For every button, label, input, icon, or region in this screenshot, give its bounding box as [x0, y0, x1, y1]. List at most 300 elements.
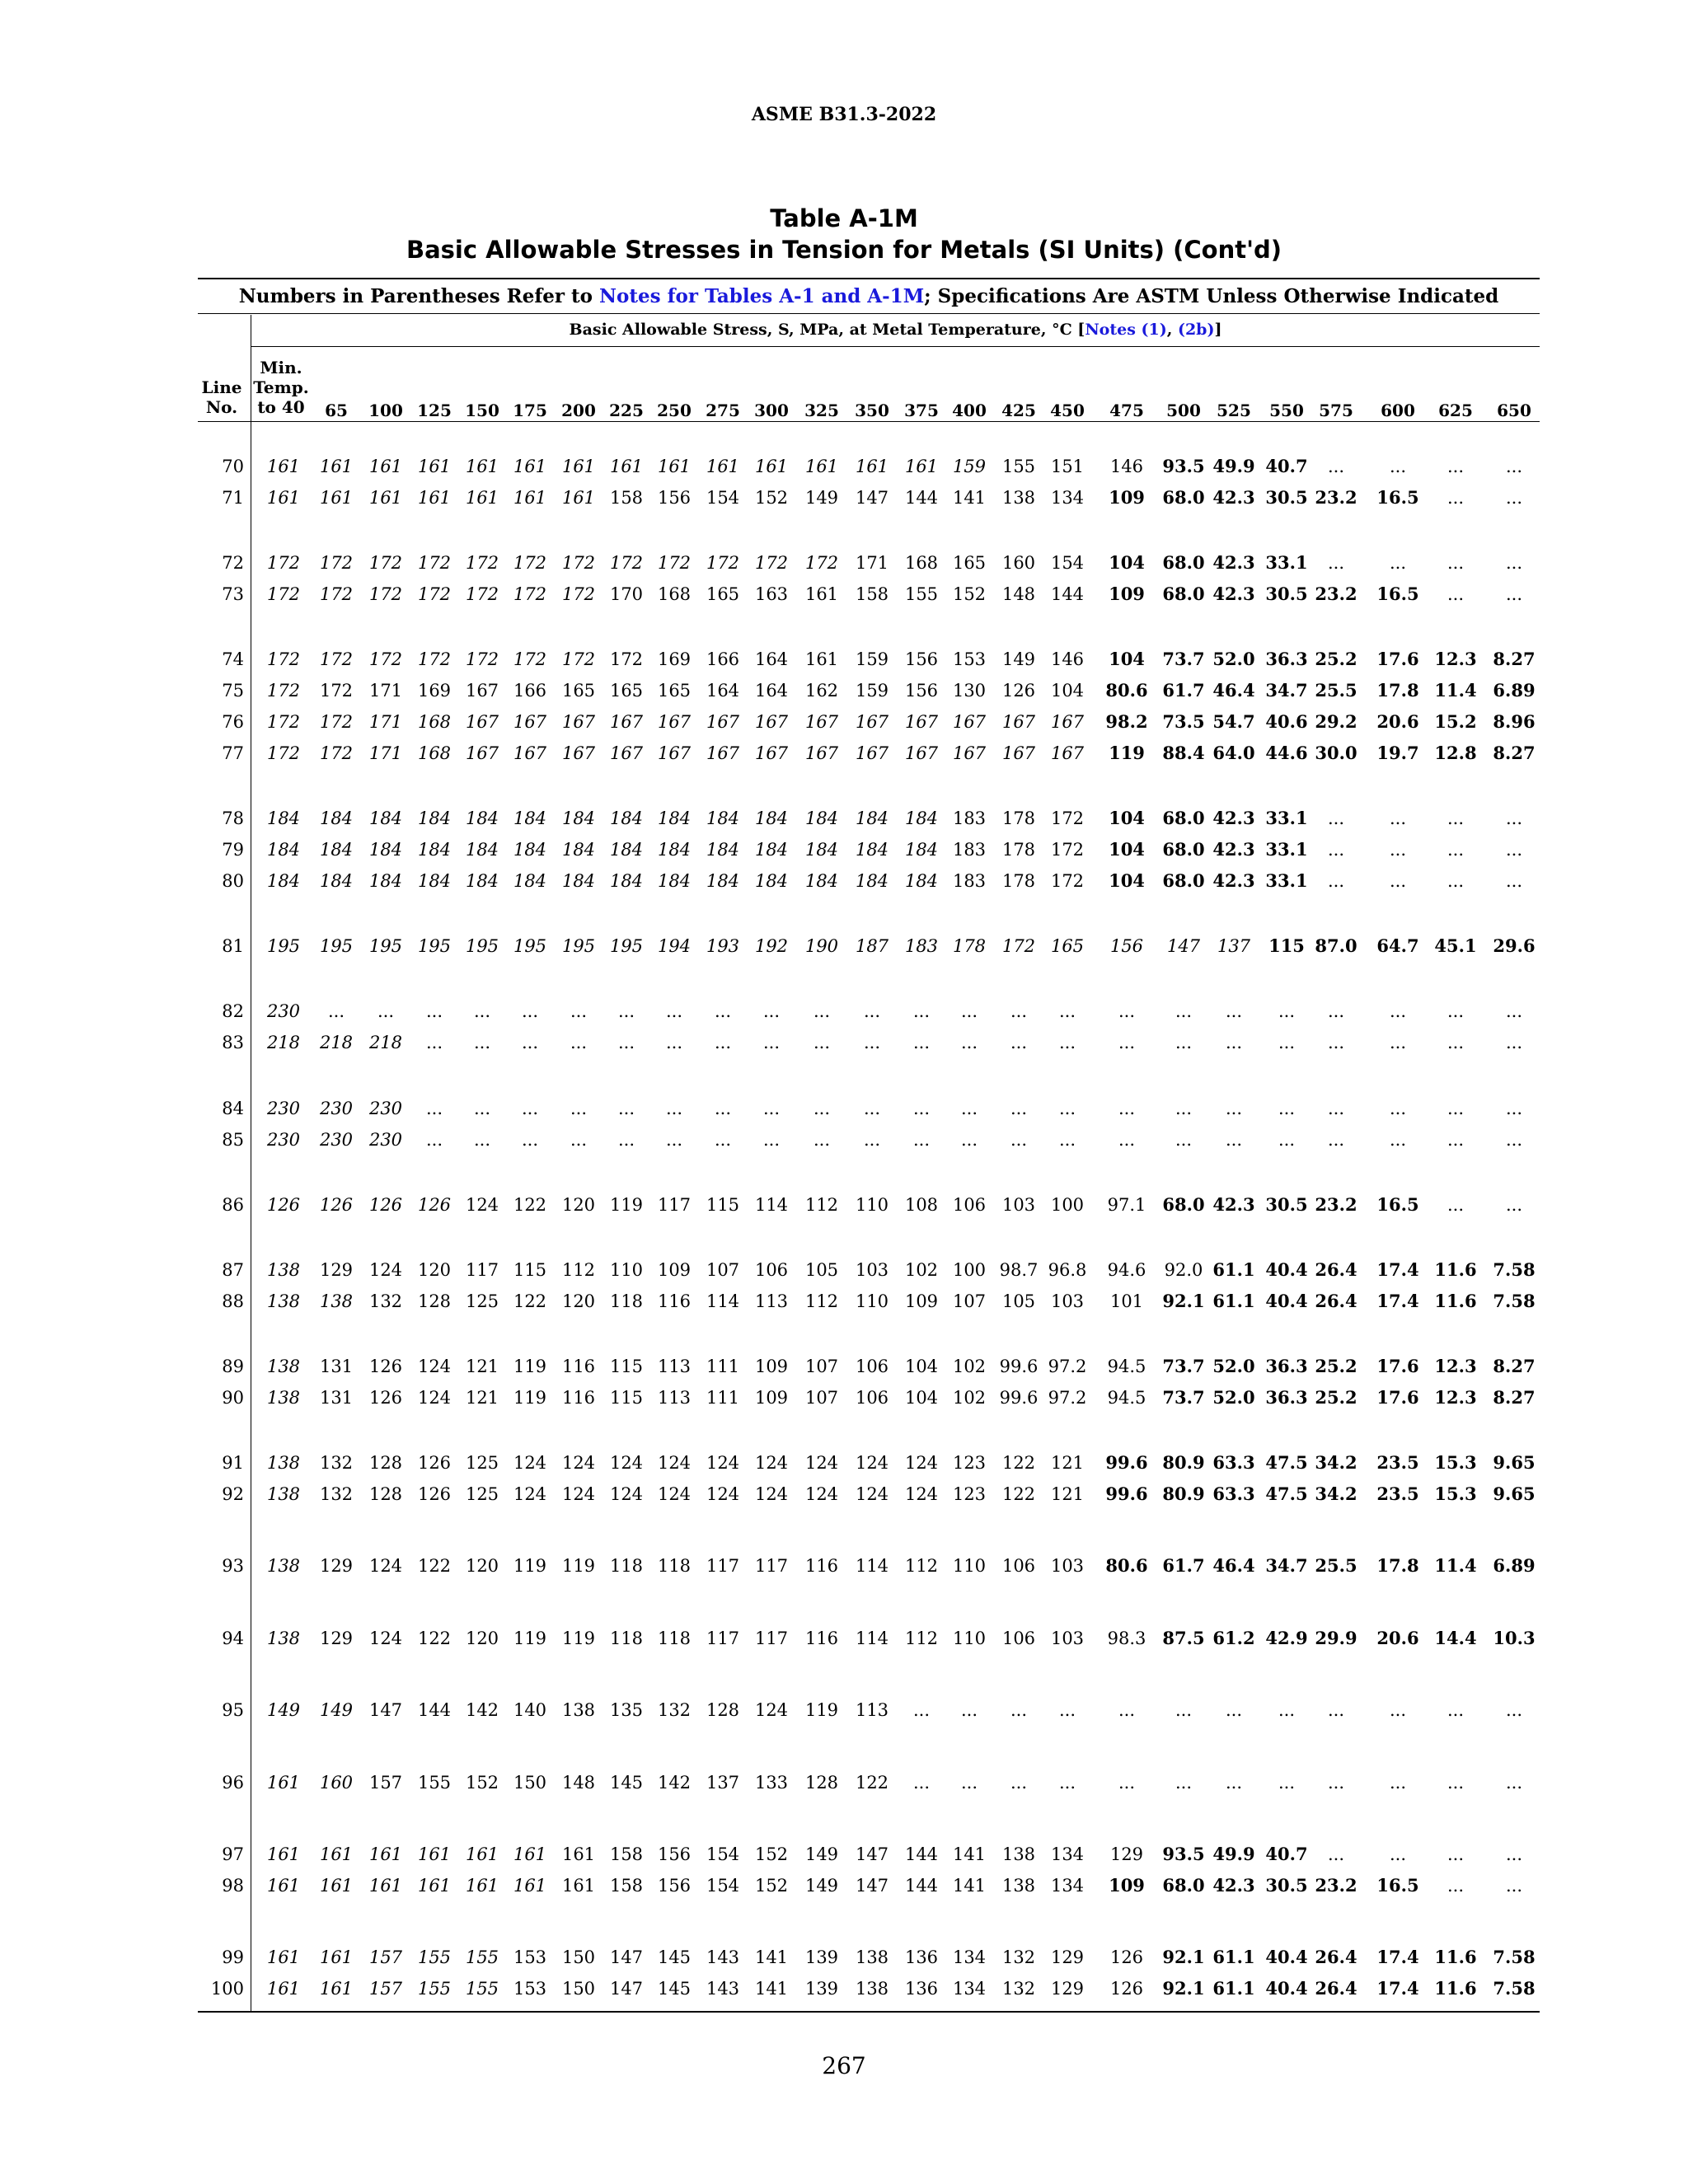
- stress-cell: 23.5: [1376, 1452, 1419, 1473]
- stress-cell: ...: [1175, 1130, 1193, 1150]
- stress-cell: ...: [813, 1099, 831, 1118]
- stress-cell: 161: [319, 1844, 354, 1864]
- min-temp-cell: 195: [266, 936, 301, 956]
- stress-cell: 167: [561, 712, 596, 732]
- stress-cell: 119: [609, 1195, 644, 1215]
- stress-cell: 42.3: [1212, 487, 1255, 508]
- stress-cell: 11.6: [1434, 1947, 1477, 1967]
- stress-cell: 17.4: [1376, 1291, 1419, 1311]
- stress-cell: ...: [1389, 457, 1407, 476]
- stress-cell: 52.0: [1212, 1387, 1255, 1408]
- stress-cell: 144: [904, 488, 939, 508]
- stress-cell: 107: [952, 1291, 987, 1311]
- stress-cell: ...: [617, 1099, 635, 1118]
- stress-cell: 134: [1050, 1876, 1085, 1896]
- stress-cell: 161: [368, 488, 403, 508]
- stress-cell: ...: [1389, 808, 1407, 828]
- stress-cell: 138: [855, 1947, 889, 1967]
- stress-cell: ...: [1447, 1099, 1465, 1118]
- stress-cell: ...: [665, 1001, 683, 1021]
- stress-cell: 61.1: [1212, 1978, 1255, 1999]
- stress-cell: 114: [754, 1195, 789, 1215]
- stress-cell: ...: [1389, 553, 1407, 573]
- stress-cell: 167: [754, 712, 789, 732]
- stress-cell: 106: [952, 1195, 987, 1215]
- stress-cell: 156: [657, 1876, 692, 1896]
- line-no-header: Line No.: [201, 377, 242, 417]
- stress-cell: 102: [952, 1357, 987, 1376]
- min-temp-cell: 184: [266, 871, 301, 891]
- stress-cell: 106: [754, 1260, 789, 1280]
- stress-cell: 124: [706, 1484, 740, 1504]
- stress-cell: 17.6: [1376, 1356, 1419, 1376]
- stress-cell: 113: [657, 1357, 692, 1376]
- stress-cell: 164: [754, 649, 789, 669]
- stress-cell: 29.2: [1315, 711, 1357, 732]
- min-temp-cell: 149: [266, 1700, 301, 1720]
- stress-cell: 16.5: [1376, 583, 1419, 604]
- stress-cell: 165: [609, 681, 644, 701]
- stress-cell: 161: [417, 1844, 452, 1864]
- stress-cell: 25.2: [1315, 649, 1357, 669]
- stress-cell: 139: [804, 1947, 839, 1967]
- stress-cell: ...: [1010, 1130, 1028, 1150]
- stress-cell: 155: [1001, 457, 1036, 476]
- stress-cell: 7.58: [1493, 1259, 1536, 1280]
- stress-cell: ...: [570, 1001, 588, 1021]
- subheading-sep: ,: [1166, 321, 1178, 339]
- stress-cell: 110: [855, 1291, 889, 1311]
- stress-cell: ...: [1118, 1130, 1136, 1150]
- stress-cell: 184: [319, 808, 354, 828]
- stress-cell: ...: [960, 1773, 978, 1793]
- stress-cell: 161: [368, 1876, 403, 1896]
- stress-cell: 117: [465, 1260, 499, 1280]
- subheading-suffix: ]: [1214, 321, 1222, 339]
- stress-cell: 184: [417, 808, 452, 828]
- stress-cell: ...: [1327, 808, 1345, 828]
- stress-cell: 168: [904, 553, 939, 573]
- line-number: 89: [222, 1357, 244, 1376]
- stress-cell: 137: [706, 1773, 740, 1793]
- stress-cell: 124: [904, 1453, 939, 1473]
- stress-cell: 7.58: [1493, 1947, 1536, 1967]
- stress-cell: 117: [754, 1556, 789, 1576]
- stress-cell: ...: [1447, 1130, 1465, 1150]
- line-number: 93: [222, 1556, 244, 1576]
- stress-cell: 122: [417, 1629, 452, 1648]
- stress-cell: ...: [1505, 1099, 1523, 1118]
- stress-cell: 119: [1109, 743, 1145, 763]
- line-number: 92: [222, 1484, 244, 1504]
- stress-cell: ...: [570, 1130, 588, 1150]
- note-1-link[interactable]: Notes (1): [1085, 321, 1167, 339]
- stress-cell: 146: [1109, 457, 1144, 476]
- stress-cell: 161: [417, 457, 452, 476]
- temp-header-325: 325: [804, 401, 839, 420]
- stress-cell: 167: [952, 743, 987, 763]
- stress-cell: 158: [855, 584, 889, 604]
- line-number: 84: [222, 1099, 244, 1118]
- stress-cell: 126: [417, 1484, 452, 1504]
- stress-cell: ...: [1505, 1001, 1523, 1021]
- stress-cell: 126: [368, 1357, 403, 1376]
- stress-cell: 132: [319, 1453, 354, 1473]
- notes-link[interactable]: Notes for Tables A-1 and A-1M: [599, 285, 925, 307]
- stress-cell: ...: [1447, 584, 1465, 604]
- stress-cell: 92.1: [1162, 1978, 1205, 1999]
- line-number: 82: [222, 1001, 244, 1021]
- stress-cell: 171: [368, 743, 403, 763]
- stress-cell: 138: [561, 1700, 596, 1720]
- stress-cell: ...: [1278, 1033, 1296, 1052]
- stress-cell: 30.5: [1265, 1875, 1308, 1896]
- stress-cell: 42.3: [1212, 1194, 1255, 1215]
- stress-cell: ...: [912, 1130, 931, 1150]
- stress-cell: 195: [609, 936, 644, 956]
- stress-cell: 118: [609, 1629, 644, 1648]
- stress-cell: 161: [319, 1947, 354, 1967]
- stress-cell: 184: [513, 808, 547, 828]
- stress-cell: 106: [1001, 1556, 1036, 1576]
- min-temp-cell: 230: [266, 1130, 301, 1150]
- stress-cell: 184: [804, 808, 839, 828]
- stress-cell: 116: [561, 1388, 596, 1408]
- stress-cell: 145: [609, 1773, 644, 1793]
- stress-cell: 152: [754, 1876, 789, 1896]
- stress-cell: 183: [952, 871, 987, 891]
- header-rule: [198, 421, 1540, 422]
- stress-cell: 218: [368, 1033, 403, 1052]
- stress-cell: 61.7: [1162, 1555, 1205, 1576]
- stress-cell: ...: [1278, 1773, 1296, 1793]
- stress-cell: 105: [1001, 1291, 1036, 1311]
- stress-cell: 122: [1001, 1484, 1036, 1504]
- stress-cell: ...: [813, 1130, 831, 1150]
- stress-cell: 40.7: [1265, 456, 1308, 476]
- stress-cell: 98.3: [1107, 1629, 1146, 1648]
- stress-cell: ...: [1389, 1001, 1407, 1021]
- stress-cell: 155: [417, 1773, 452, 1793]
- stress-cell: 172: [417, 584, 452, 604]
- stress-cell: 184: [657, 871, 692, 891]
- stress-cell: 96.8: [1048, 1260, 1087, 1280]
- stress-cell: 42.3: [1212, 808, 1255, 828]
- stress-cell: 119: [561, 1629, 596, 1648]
- stress-cell: 155: [417, 1947, 452, 1967]
- stress-cell: ...: [714, 1130, 732, 1150]
- stress-cell: 80.6: [1105, 1555, 1148, 1576]
- stress-cell: 157: [368, 1947, 403, 1967]
- stress-cell: 169: [657, 649, 692, 669]
- stress-cell: 25.5: [1315, 680, 1357, 701]
- stress-cell: 116: [804, 1556, 839, 1576]
- stress-cell: 124: [465, 1195, 499, 1215]
- stress-cell: ...: [912, 1773, 931, 1793]
- stress-cell: 195: [368, 936, 403, 956]
- stress-cell: 130: [952, 681, 987, 701]
- stress-cell: 184: [754, 871, 789, 891]
- stress-cell: ...: [863, 1001, 881, 1021]
- min-temp-cell: 161: [266, 1947, 301, 1967]
- stress-cell: 161: [513, 457, 547, 476]
- stress-cell: ...: [1389, 1773, 1407, 1793]
- stress-cell: 167: [1050, 712, 1085, 732]
- stress-cell: 115: [609, 1388, 644, 1408]
- stress-cell: 184: [319, 871, 354, 891]
- stress-cell: 172: [368, 584, 403, 604]
- temp-header-300: 300: [754, 401, 789, 420]
- stress-cell: ...: [1505, 1130, 1523, 1150]
- stress-cell: 107: [706, 1260, 740, 1280]
- stress-cell: ...: [762, 1099, 781, 1118]
- stress-cell: 25.2: [1315, 1356, 1357, 1376]
- note-2b-link[interactable]: (2b): [1177, 321, 1215, 339]
- stress-cell: 190: [804, 936, 839, 956]
- stress-cell: 156: [1109, 936, 1144, 956]
- stress-cell: 161: [319, 1876, 354, 1896]
- stress-cell: 161: [465, 488, 499, 508]
- stress-cell: 129: [1109, 1844, 1144, 1864]
- stress-cell: ...: [813, 1033, 831, 1052]
- stress-cell: 178: [1001, 808, 1036, 828]
- stress-cell: 104: [1050, 681, 1085, 701]
- stress-cell: 149: [804, 1876, 839, 1896]
- stress-cell: ...: [1505, 808, 1523, 828]
- stress-cell: 122: [513, 1291, 547, 1311]
- stress-cell: 184: [609, 808, 644, 828]
- stress-cell: 119: [513, 1556, 547, 1576]
- line-number: 80: [222, 871, 244, 891]
- stress-cell: 155: [465, 1979, 499, 1999]
- stress-cell: 124: [368, 1260, 403, 1280]
- stress-cell: 142: [657, 1773, 692, 1793]
- min-temp-cell: 126: [266, 1195, 301, 1215]
- stress-cell: 132: [1001, 1979, 1036, 1999]
- stress-cell: 117: [754, 1629, 789, 1648]
- stress-cell: 15.3: [1434, 1452, 1477, 1473]
- stress-cell: 12.3: [1434, 1387, 1477, 1408]
- stress-cell: ...: [1118, 1700, 1136, 1720]
- stress-cell: 124: [513, 1453, 547, 1473]
- stress-cell: 106: [855, 1388, 889, 1408]
- stress-cell: 42.3: [1212, 839, 1255, 860]
- stress-cell: 154: [706, 1876, 740, 1896]
- stress-cell: 172: [319, 649, 354, 669]
- stress-cell: 80.9: [1162, 1483, 1205, 1504]
- stress-cell: 125: [465, 1291, 499, 1311]
- stress-cell: 167: [1001, 712, 1036, 732]
- stress-cell: 161: [904, 457, 939, 476]
- stress-cell: 19.7: [1376, 743, 1419, 763]
- stress-cell: 97.1: [1107, 1195, 1146, 1215]
- stress-cell: ...: [1447, 488, 1465, 508]
- stress-cell: ...: [1010, 1773, 1028, 1793]
- stress-cell: 92.0: [1164, 1260, 1203, 1280]
- stress-cell: 184: [609, 871, 644, 891]
- stress-cell: 61.1: [1212, 1291, 1255, 1311]
- stress-cell: 128: [368, 1484, 403, 1504]
- stress-cell: 150: [561, 1979, 596, 1999]
- stress-cell: 129: [319, 1260, 354, 1280]
- stress-cell: 128: [804, 1773, 839, 1793]
- stress-cell: 23.2: [1315, 583, 1357, 604]
- stress-cell: 124: [754, 1453, 789, 1473]
- stress-cell: 23.2: [1315, 487, 1357, 508]
- stress-cell: ...: [1505, 488, 1523, 508]
- line-number: 100: [210, 1979, 244, 1999]
- stress-cell: 116: [561, 1357, 596, 1376]
- stress-cell: 99.6: [1105, 1452, 1148, 1473]
- stress-cell: 8.96: [1493, 711, 1536, 732]
- stress-cell: 171: [855, 553, 889, 573]
- stress-cell: 172: [1050, 840, 1085, 860]
- banner-prefix: Numbers in Parentheses Refer to: [238, 285, 600, 307]
- stress-cell: ...: [912, 1001, 931, 1021]
- running-header: ASME B31.3-2022: [751, 104, 937, 125]
- stress-cell: 17.8: [1376, 1555, 1419, 1576]
- stress-cell: ...: [1278, 1001, 1296, 1021]
- stress-cell: 124: [513, 1484, 547, 1504]
- stress-cell: 142: [465, 1700, 499, 1720]
- stress-cell: 34.7: [1265, 1555, 1308, 1576]
- stress-cell: 34.2: [1315, 1483, 1357, 1504]
- min-temp-cell: 161: [266, 1773, 301, 1793]
- stress-cell: 73.7: [1162, 1387, 1205, 1408]
- stress-cell: ...: [521, 1130, 539, 1150]
- temp-header-450: 450: [1050, 401, 1085, 420]
- stress-cell: ...: [912, 1700, 931, 1720]
- stress-cell: 157: [368, 1773, 403, 1793]
- table-title: Table A-1M: [770, 204, 918, 232]
- stress-cell: 107: [804, 1357, 839, 1376]
- stress-cell: ...: [473, 1001, 491, 1021]
- stress-cell: ...: [1505, 1844, 1523, 1864]
- line-number: 94: [222, 1629, 244, 1648]
- stress-cell: 122: [417, 1556, 452, 1576]
- stress-cell: ...: [1175, 1773, 1193, 1793]
- stress-cell: 42.3: [1212, 583, 1255, 604]
- stress-cell: 97.2: [1048, 1357, 1087, 1376]
- stress-cell: ...: [377, 1001, 395, 1021]
- stress-cell: ...: [863, 1099, 881, 1118]
- stress-cell: 184: [754, 840, 789, 860]
- stress-cell: 172: [561, 584, 596, 604]
- stress-cell: 29.9: [1315, 1628, 1357, 1648]
- stress-cell: 161: [804, 584, 839, 604]
- stress-cell: 115: [706, 1195, 740, 1215]
- stress-cell: 118: [609, 1291, 644, 1311]
- stress-cell: 103: [1050, 1291, 1085, 1311]
- stress-cell: 8.27: [1493, 1387, 1536, 1408]
- stress-cell: 9.65: [1493, 1483, 1536, 1504]
- min-temp-cell: 161: [266, 1844, 301, 1864]
- stress-cell: 195: [319, 936, 354, 956]
- stress-cell: ...: [665, 1130, 683, 1150]
- stress-cell: 104: [904, 1388, 939, 1408]
- min-temp-cell: 161: [266, 488, 301, 508]
- stress-cell: 135: [609, 1700, 644, 1720]
- stress-cell: ...: [1225, 1099, 1243, 1118]
- stress-cell: 150: [513, 1773, 547, 1793]
- stress-cell: 40.4: [1265, 1291, 1308, 1311]
- stress-cell: 15.3: [1434, 1483, 1477, 1504]
- stress-cell: 166: [706, 649, 740, 669]
- stress-cell: 161: [319, 1979, 354, 1999]
- stress-cell: 68.0: [1162, 487, 1205, 508]
- stress-cell: 30.5: [1265, 1194, 1308, 1215]
- stress-cell: 138: [1001, 1876, 1036, 1896]
- stress-cell: 141: [952, 1844, 987, 1864]
- stress-cell: 167: [1001, 743, 1036, 763]
- min-temp-cell: 184: [266, 840, 301, 860]
- line-number: 90: [222, 1388, 244, 1408]
- stress-cell: 100: [952, 1260, 987, 1280]
- stress-cell: 172: [1050, 871, 1085, 891]
- stress-cell: 87.5: [1162, 1628, 1205, 1648]
- stress-cell: ...: [1505, 871, 1523, 891]
- stress-cell: 114: [855, 1556, 889, 1576]
- stress-cell: 20.6: [1376, 711, 1419, 732]
- line-number: 72: [222, 553, 244, 573]
- temp-header-525: 525: [1217, 401, 1251, 420]
- stress-cell: 93.5: [1162, 456, 1205, 476]
- stress-cell: 161: [754, 457, 789, 476]
- stress-cell: 115: [609, 1357, 644, 1376]
- stress-cell: 184: [657, 808, 692, 828]
- stress-cell: 30.0: [1315, 743, 1357, 763]
- stress-cell: 126: [319, 1195, 354, 1215]
- min-temp-cell: 138: [266, 1484, 301, 1504]
- stress-cell: 195: [417, 936, 452, 956]
- stress-cell: 17.8: [1376, 680, 1419, 701]
- stress-cell: 103: [1050, 1629, 1085, 1648]
- stress-cell: 124: [804, 1453, 839, 1473]
- stress-cell: 184: [319, 840, 354, 860]
- stress-cell: 187: [855, 936, 889, 956]
- line-number: 88: [222, 1291, 244, 1311]
- stress-cell: 172: [561, 649, 596, 669]
- stress-cell: 106: [855, 1357, 889, 1376]
- stress-cell: ...: [1175, 1033, 1193, 1052]
- temp-header-625: 625: [1438, 401, 1473, 420]
- stress-cell: ...: [1010, 1001, 1028, 1021]
- stress-cell: 16.5: [1376, 487, 1419, 508]
- stress-cell: ...: [912, 1033, 931, 1052]
- stress-cell: 172: [417, 553, 452, 573]
- stress-cell: 154: [1050, 553, 1085, 573]
- stress-cell: ...: [1447, 1700, 1465, 1720]
- notes-banner: [198, 285, 1540, 307]
- stress-cell: 109: [904, 1291, 939, 1311]
- temp-header-225: 225: [609, 401, 644, 420]
- stress-cell: 121: [1050, 1453, 1085, 1473]
- stress-cell: ...: [714, 1099, 732, 1118]
- stress-cell: 61.1: [1212, 1947, 1255, 1967]
- stress-cell: 111: [706, 1357, 740, 1376]
- stress-cell: 164: [754, 681, 789, 701]
- stress-cell: 11.4: [1434, 1555, 1477, 1576]
- stress-cell: ...: [1447, 553, 1465, 573]
- stress-cell: 193: [706, 936, 740, 956]
- stress-cell: 165: [952, 553, 987, 573]
- stress-cell: 34.7: [1265, 680, 1308, 701]
- min-temp-cell: 138: [266, 1291, 301, 1311]
- stress-cell: 124: [754, 1484, 789, 1504]
- stress-cell: 143: [706, 1979, 740, 1999]
- stress-cell: ...: [1278, 1099, 1296, 1118]
- stress-cell: 159: [952, 457, 987, 476]
